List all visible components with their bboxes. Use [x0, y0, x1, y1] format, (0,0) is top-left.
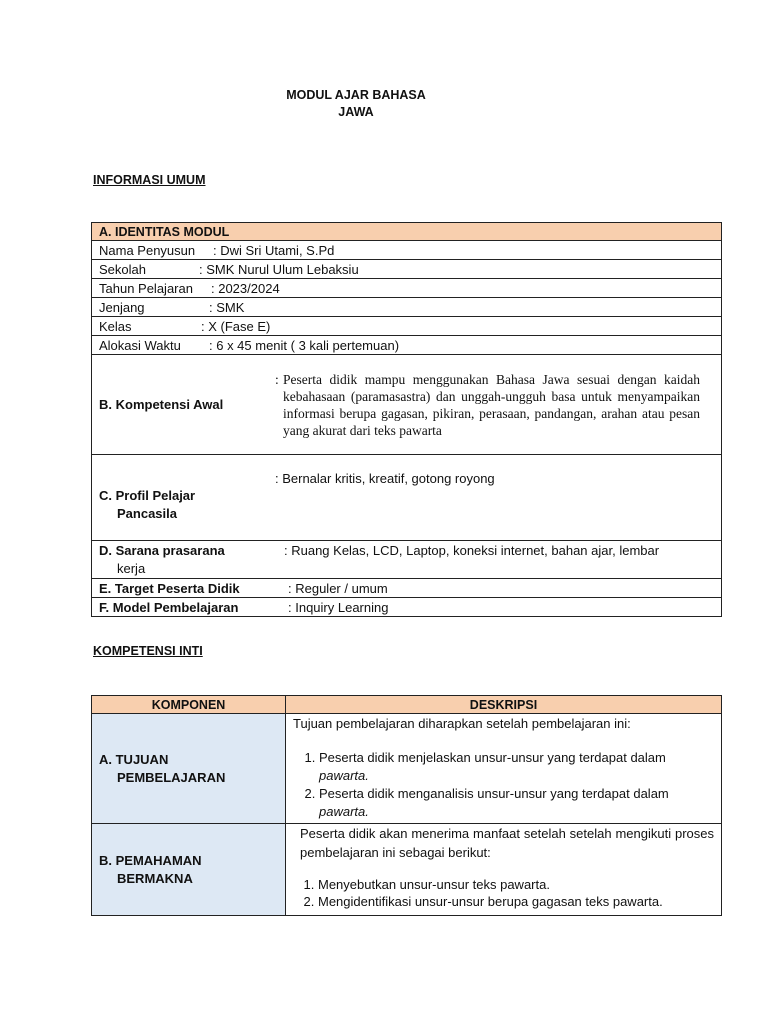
row-sarana-prasarana — [92, 541, 722, 579]
tujuan-item-1-text: Peserta didik menjelaskan unsur-unsur yang terdapat dalam — [319, 750, 666, 765]
row-nama-penyusun — [92, 241, 722, 260]
cell-tujuan-deskripsi — [286, 714, 722, 824]
pemahaman-item-1: 1. Menyebutkan unsur-unsur teks pawarta. — [318, 876, 714, 893]
tujuan-label-line1: A. TUJUAN — [99, 751, 169, 767]
pemahaman-list — [300, 876, 714, 910]
value-alokasi-waktu: : 6 x 45 menit ( 3 kali pertemuan) — [209, 337, 400, 353]
document-title — [0, 87, 712, 121]
row-target-peserta — [92, 579, 722, 598]
label-sekolah: Sekolah — [99, 261, 146, 277]
row-alokasi-waktu — [92, 336, 722, 355]
identitas-header: A. IDENTITAS MODUL — [92, 223, 722, 241]
tujuan-list — [293, 749, 714, 821]
value-tahun-pelajaran: : 2023/2024 — [211, 280, 280, 296]
tujuan-item-1-italic: pawarta. — [319, 768, 369, 783]
tujuan-label-line2: PEMBELAJARAN — [117, 769, 226, 785]
label-profil-pelajar-line1: C. Profil Pelajar — [99, 488, 196, 503]
tujuan-intro: Tujuan pembelajaran diharapkan setelah pembelajaran ini: — [293, 716, 631, 731]
cell-pemahaman-deskripsi — [286, 824, 722, 916]
text-target-peserta: : Reguler / umum — [288, 580, 388, 596]
label-nama-penyusun: Nama Penyusun — [99, 242, 196, 258]
identitas-table — [91, 222, 722, 617]
label-tahun-pelajaran: Tahun Pelajaran — [99, 280, 193, 296]
value-sekolah: : SMK Nurul Ulum Lebaksiu — [199, 261, 359, 277]
label-alokasi-waktu: Alokasi Waktu — [99, 337, 181, 353]
tujuan-item-1 — [319, 749, 714, 785]
label-target-peserta: E. Target Peserta Didik — [99, 580, 240, 596]
value-jenjang: : SMK — [209, 299, 245, 315]
section-informasi-umum: INFORMASI UMUM — [93, 173, 206, 187]
value-kelas: : X (Fase E) — [201, 318, 271, 334]
tujuan-item-2-italic: pawarta. — [319, 804, 369, 819]
text-model-pembelajaran: : Inquiry Learning — [288, 599, 389, 615]
colon-kompetensi-awal: : — [275, 371, 279, 387]
tujuan-item-2-text: Peserta didik menganalisis unsur-unsur yang terdapat dalam — [319, 786, 669, 801]
label-profil-pelajar — [99, 471, 275, 523]
label-kompetensi-awal: B. Kompetensi Awal — [99, 397, 224, 412]
label-sarana-prasarana: D. Sarana prasarana — [99, 542, 225, 558]
cell-pemahaman-label — [92, 824, 286, 916]
pemahaman-item-2: 2. Mengidentifikasi unsur-unsur berupa gagasan teks pawarta. — [318, 893, 714, 910]
pemahaman-label-line1: B. PEMAHAMAN — [99, 852, 202, 868]
label-jenjang: Jenjang — [99, 299, 145, 315]
title-line-1: MODUL AJAR BAHASA — [286, 88, 426, 102]
text-kompetensi-awal: Peserta didik mampu menggunakan Bahasa Jawa sesuai dengan kaidah kebahasaan (paramasastra) dan unggah-ungguh basa untuk menyampaikan informasi berupa gagasan, pikiran, perasaan, pandangan, arahan atau pesan yang akurat dari teks pawarta — [283, 371, 700, 438]
label-kelas: Kelas — [99, 318, 132, 334]
row-sekolah — [92, 260, 722, 279]
text-sarana-prasarana: : Ruang Kelas, LCD, Laptop, koneksi internet, bahan ajar, lembar — [284, 542, 660, 558]
row-jenjang — [92, 298, 722, 317]
label-profil-pelajar-line2: Pancasila — [117, 506, 177, 521]
value-nama-penyusun: : Dwi Sri Utami, S.Pd — [213, 242, 335, 258]
row-profil-pelajar — [92, 455, 722, 541]
pemahaman-label-line2: BERMAKNA — [117, 870, 193, 886]
title-line-2: JAWA — [338, 105, 374, 119]
row-kelas — [92, 317, 722, 336]
cell-tujuan-label — [92, 714, 286, 824]
text-profil-pelajar: : Bernalar kritis, kreatif, gotong royong — [275, 471, 495, 486]
col-header-komponen: KOMPONEN — [92, 696, 286, 714]
row-kompetensi-awal — [92, 355, 722, 455]
col-header-deskripsi: DESKRIPSI — [286, 696, 722, 714]
row-tahun-pelajaran — [92, 279, 722, 298]
label-model-pembelajaran: F. Model Pembelajaran — [99, 599, 239, 615]
section-kompetensi-inti: KOMPETENSI INTI — [93, 644, 203, 658]
kompetensi-table — [91, 695, 722, 916]
pemahaman-intro: Peserta didik akan menerima manfaat setelah setelah mengikuti proses pembelajaran ini sebagai berikut: — [300, 826, 714, 860]
tujuan-item-2 — [319, 785, 714, 821]
text-sarana-prasarana-cont: kerja — [117, 560, 146, 576]
row-model-pembelajaran — [92, 598, 722, 617]
